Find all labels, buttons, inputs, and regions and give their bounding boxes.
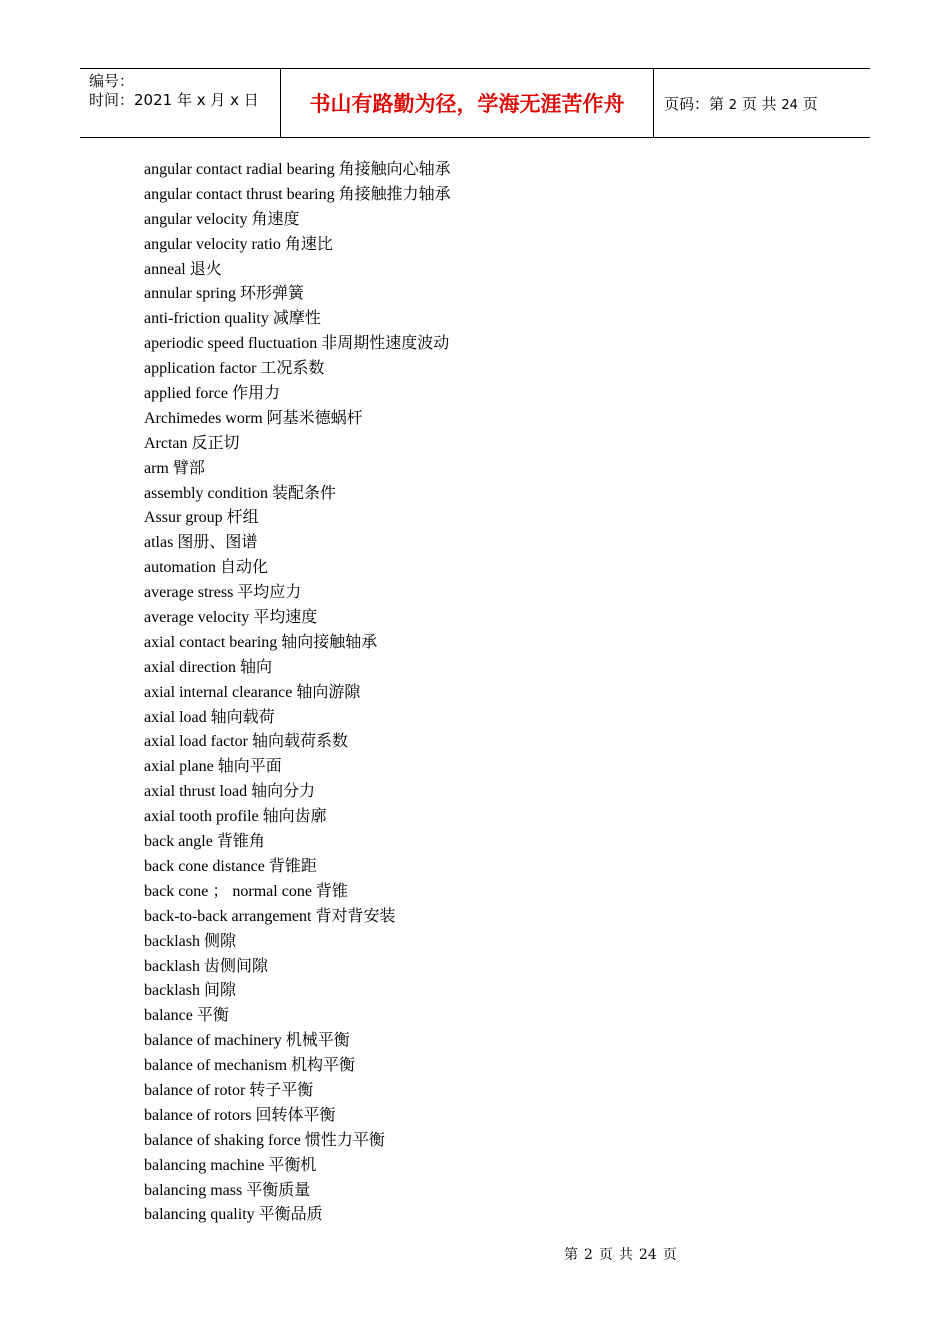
glossary-entry: axial contact bearing 轴向接触轴承 xyxy=(144,633,378,651)
header-page-suffix: 页 xyxy=(797,95,818,113)
glossary-entry: balance of rotors 回转体平衡 xyxy=(144,1106,336,1124)
glossary-entry: automation 自动化 xyxy=(144,559,268,577)
glossary-entry: balance of machinery 机械平衡 xyxy=(144,1032,350,1050)
glossary-entry: balancing mass 平衡质量 xyxy=(144,1181,311,1199)
glossary-entry: arm 臂部 xyxy=(144,459,205,477)
glossary-entry: axial thrust load 轴向分力 xyxy=(144,783,316,801)
glossary-entry: aperiodic speed fluctuation 非周期性速度波动 xyxy=(144,335,450,353)
header-meta-cell xyxy=(80,69,281,137)
glossary-entry: balance of shaking force 惯性力平衡 xyxy=(144,1131,385,1149)
document-date-label: 时间：2021 年 x 月 x 日 xyxy=(89,91,259,109)
footer-word-di: 第 xyxy=(564,1247,578,1263)
header-motto-cell xyxy=(281,69,654,137)
page-header xyxy=(80,68,870,138)
motto-text: 书山有路勤为径，学海无涯苦作舟 xyxy=(309,92,625,116)
header-page-indicator xyxy=(664,94,818,116)
glossary-entry: anti-friction quality 减摩性 xyxy=(144,310,321,328)
glossary-entry: back cone distance 背锥距 xyxy=(144,857,317,875)
footer-page-current: 2 xyxy=(584,1247,593,1263)
glossary-entry: axial tooth profile 轴向齿廓 xyxy=(144,808,327,826)
footer-word-gong: 共 xyxy=(618,1247,633,1263)
glossary-entry: average stress 平均应力 xyxy=(144,584,302,602)
glossary-entry: angular velocity 角速度 xyxy=(144,210,300,228)
glossary-entry: axial internal clearance 轴向游隙 xyxy=(144,683,361,701)
header-page-total: 24 xyxy=(781,98,798,113)
glossary-entry: average velocity 平均速度 xyxy=(144,609,318,627)
glossary-entry: Archimedes worm 阿基米德蜗杆 xyxy=(144,409,363,427)
glossary-entry: angular contact radial bearing 角接触向心轴承 xyxy=(144,161,451,178)
header-page-prefix: 页码：第 xyxy=(664,95,729,113)
glossary-entry: axial plane 轴向平面 xyxy=(144,758,282,776)
header-page-mid: 页 共 xyxy=(737,95,782,113)
footer-word-ye: 页 xyxy=(598,1247,613,1263)
glossary-entry: balance of mechanism 机构平衡 xyxy=(144,1057,356,1075)
glossary-entry: Arctan 反正切 xyxy=(144,434,240,452)
glossary-entry: back-to-back arrangement 背对背安装 xyxy=(144,907,396,925)
footer-word-ye-end: 页 xyxy=(662,1247,677,1263)
glossary-entry: back angle 背锥角 xyxy=(144,833,265,851)
glossary-entry: backlash 侧隙 xyxy=(144,932,236,950)
header-page-cell xyxy=(654,69,870,137)
glossary-entry: angular velocity ratio 角速比 xyxy=(144,235,333,253)
page-footer xyxy=(564,1246,683,1264)
glossary-entry: balancing quality 平衡品质 xyxy=(144,1206,323,1224)
glossary-entry: backlash 齿侧间隙 xyxy=(144,957,268,975)
glossary-entry: axial load factor 轴向载荷系数 xyxy=(144,733,348,751)
footer-page-total: 24 xyxy=(638,1247,657,1263)
glossary-entry: balance of rotor 转子平衡 xyxy=(144,1081,314,1099)
header-page-current: 2 xyxy=(728,98,738,113)
document-number-label: 编号： xyxy=(89,72,135,90)
glossary-entry: atlas 图册、图谱 xyxy=(144,534,258,552)
glossary-entry: balancing machine 平衡机 xyxy=(144,1156,317,1174)
glossary-entry: angular contact thrust bearing 角接触推力轴承 xyxy=(144,185,451,203)
glossary-entry: backlash 间隙 xyxy=(144,982,236,1000)
glossary-entry: axial load 轴向载荷 xyxy=(144,708,275,726)
glossary-entry: Assur group 杆组 xyxy=(144,509,259,527)
glossary-entry: application factor 工况系数 xyxy=(144,360,325,378)
glossary-entry: assembly condition 装配条件 xyxy=(144,484,336,502)
glossary-entry: anneal 退火 xyxy=(144,260,222,278)
glossary-entry: applied force 作用力 xyxy=(144,385,280,403)
glossary-entry: back cone ； normal cone 背锥 xyxy=(144,882,348,900)
glossary-list xyxy=(144,158,451,1228)
glossary-entry: balance 平衡 xyxy=(144,1007,229,1025)
glossary-entry: axial direction 轴向 xyxy=(144,658,272,676)
glossary-entry: annular spring 环形弹簧 xyxy=(144,285,304,303)
